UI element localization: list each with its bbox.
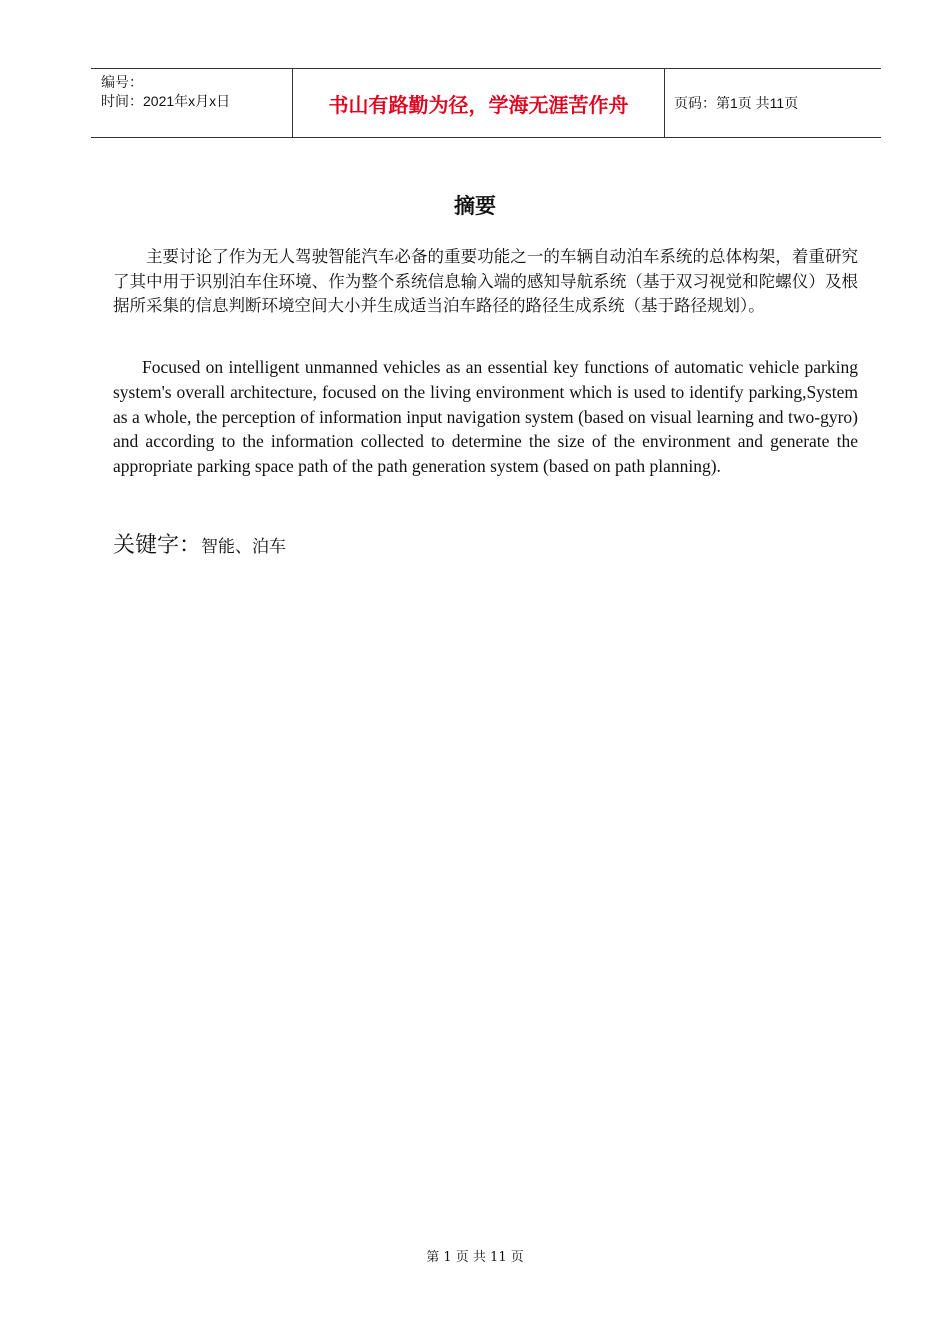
abstract-chinese: 主要讨论了作为无人驾驶智能汽车必备的重要功能之一的车辆自动泊车系统的总体构架，着重研究了其中用于识别泊车住环境、作为整个系统信息输入端的感知导航系统（基于双习视觉和陀螺仪）及根据所采集的信息判断环境空间大小并生成适当泊车路径的路径生成系统（基于路径规划）。 bbox=[113, 247, 858, 315]
time-label: 时间：2021年x月x日 bbox=[101, 93, 231, 109]
keywords bbox=[113, 528, 286, 559]
header-meta bbox=[91, 69, 292, 137]
serial-label: 编号： bbox=[101, 74, 143, 90]
page-footer: 第 1 页 共 11 页 bbox=[426, 1250, 524, 1265]
page-title: 摘要 bbox=[454, 194, 496, 218]
abstract-english: Focused on intelligent unmanned vehicles as an essential key functions of automatic vehicle parking system's overall architecture, focused on the living environment which is used to identify parking,System as a whole, the perception of information input navigation system (based on visual learning and two-gyro) and according to the information collected to determine the size of the environment and generate the appropriate parking space path of the path generation system (based on path planning). bbox=[113, 357, 858, 477]
header-motto: 书山有路勤为径，学海无涯苦作舟 bbox=[292, 69, 665, 137]
keywords-label: 关键字： bbox=[113, 533, 202, 558]
header-page-info: 页码：第1页 共11页 bbox=[674, 95, 799, 111]
page-header bbox=[91, 68, 881, 138]
keywords-value: 智能、泊车 bbox=[201, 537, 287, 557]
